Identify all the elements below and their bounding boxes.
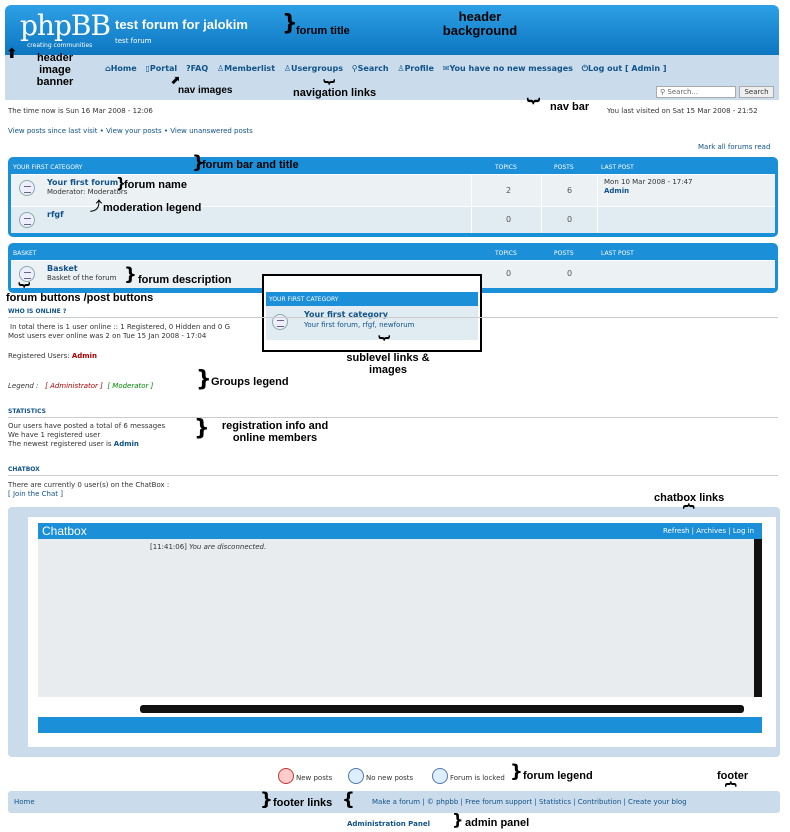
annotation-footer-links: footer links [273, 797, 333, 809]
annotation-moderation-legend: moderation legend [103, 202, 202, 214]
annotation-header-banner: header image banner [36, 52, 74, 89]
forum-last-post-user[interactable]: Admin [604, 187, 630, 195]
annotation-brace: } [723, 779, 738, 789]
arrow-up-icon: ⬈ [170, 73, 181, 87]
locked-icon [432, 768, 448, 784]
legend-new-posts: New posts [296, 774, 333, 782]
nav-search[interactable]: ⚲Search [351, 64, 389, 73]
divider [471, 175, 472, 206]
time-now: The time now is Sun 16 Mar 2008 - 12:06 [8, 107, 153, 115]
annotation-brace: } [524, 96, 541, 106]
category-header [11, 246, 775, 260]
legend-admin[interactable]: [ Administrator ] [45, 382, 103, 390]
arrow-icon: ⤴ [90, 199, 103, 213]
stats-line1: Our users have posted a total of 6 messages [8, 422, 166, 430]
col-posts: POSTS [554, 164, 574, 171]
footer [8, 791, 780, 813]
category-title[interactable]: BASKET [13, 250, 37, 257]
join-chat-link[interactable]: [ Join the Chat ] [8, 490, 63, 498]
forum-topics: 0 [506, 215, 512, 224]
legend-moderator[interactable]: [ Moderator ] [107, 382, 154, 390]
annotation-brace: } [124, 264, 137, 285]
forum-name[interactable]: Your first forum [47, 178, 119, 187]
legend-locked: Forum is locked [450, 774, 505, 782]
annotation-brace: } [282, 11, 298, 36]
nav-memberlist[interactable]: ♙Memberlist [216, 64, 276, 73]
last-visit: You last visited on Sat 15 Mar 2008 - 21:52 [607, 107, 758, 115]
sublevel-links[interactable]: Your first forum, rfgf, newforum [304, 321, 415, 329]
chat-count: There are currently 0 user(s) on the ChatBox : [8, 481, 170, 489]
annotation-header-background: header background [442, 9, 518, 39]
nav-usergroups[interactable]: ♙Usergroups [283, 64, 343, 73]
annotation-brace: } [192, 152, 205, 173]
annotation-forum-bar: forum bar and title [202, 159, 299, 171]
forum-status-icon [19, 180, 35, 196]
site-subtitle: test forum [115, 37, 152, 45]
forum-posts: 6 [567, 186, 573, 195]
annotation-forum-name: forum name [124, 179, 187, 191]
annotation-forum-description: forum description [138, 274, 232, 286]
forum-name[interactable]: rfgf [47, 210, 64, 219]
online-line2: Most users ever online was 2 on Tue 15 Jan 2008 - 17:04 [8, 332, 207, 340]
groups-legend: Legend : [ Administrator ] [ Moderator ] [8, 382, 154, 390]
popup-category-title[interactable]: Your first category [304, 310, 388, 319]
col-last-post: LAST POST [601, 250, 634, 257]
annotation-forum-title: forum title [296, 25, 350, 37]
col-last-post: LAST POST [601, 164, 634, 171]
annotation-brace: } [17, 280, 32, 290]
forum-topics: 2 [506, 186, 512, 195]
forum-name[interactable]: Basket [47, 264, 78, 273]
annotation-brace: } [196, 367, 212, 392]
nav-profile[interactable]: ♙Profile [397, 64, 434, 73]
chatbox-links[interactable]: Refresh | Archives | Log in [663, 527, 754, 535]
annotation-brace: } [681, 501, 696, 511]
chatbox-title: CHATBOX [8, 466, 778, 476]
navigation-links [105, 64, 673, 74]
quick-links[interactable]: View posts since last visit • View your posts • View unanswered posts [8, 127, 253, 135]
col-topics: TOPICS [495, 250, 517, 257]
annotation-footer: footer [717, 770, 749, 782]
popup-category-header: YOUR FIRST CATEGORY [266, 292, 478, 306]
annotation-brace: } [116, 176, 126, 192]
chat-message: [11:41:06] You are disconnected. [150, 543, 267, 551]
search-input[interactable]: ⚲ Search... [656, 86, 736, 98]
annotation-sublevel-links: sublevel links & images [346, 352, 430, 377]
newest-user-link[interactable]: Admin [113, 440, 139, 448]
chatbox-header [38, 523, 762, 539]
annotation-brace: } [322, 77, 337, 87]
chatbox-title-text: Chatbox [42, 524, 87, 538]
forum-posts: 0 [567, 215, 573, 224]
forum-status-icon [19, 212, 35, 228]
annotation-forum-legend: forum legend [523, 770, 593, 782]
arrow-up-icon: ⬆ [6, 46, 18, 62]
forum-topics: 0 [506, 269, 512, 278]
forum-description: Basket of the forum [47, 274, 117, 282]
search-icon: ⚲ [660, 88, 666, 96]
no-new-posts-icon [348, 768, 364, 784]
category-header [11, 160, 775, 174]
col-posts: POSTS [554, 250, 574, 257]
nav-home[interactable]: ⌂Home [105, 64, 137, 73]
logo-tagline: creating communities [27, 42, 93, 49]
forum-status-icon [19, 266, 35, 282]
registered-user-link[interactable]: Admin [71, 352, 97, 360]
annotation-navigation-links: navigation links [293, 87, 377, 99]
annotation-groups-legend: Groups legend [211, 376, 289, 388]
annotation-brace: } [510, 761, 523, 782]
forum-moderators: Moderator: Moderators [47, 188, 128, 196]
divider [541, 207, 542, 233]
chat-input-bar[interactable] [38, 717, 762, 733]
annotation-chatbox-links: chatbox links [654, 492, 725, 504]
nav-faq[interactable]: ?FAQ [185, 64, 209, 73]
footer-links[interactable]: Make a forum | © phpbb | Free forum support | Statistics | Contribution | Create your blog [372, 798, 687, 806]
col-topics: TOPICS [495, 164, 517, 171]
header-background [5, 5, 779, 55]
chat-scrollbar-vertical[interactable] [754, 539, 762, 697]
divider [541, 175, 542, 206]
divider [471, 207, 472, 233]
stats-title: STATISTICS [8, 408, 778, 418]
chatbox-frame [28, 517, 776, 747]
annotation-brace: } [194, 416, 210, 441]
annotation-brace: { [342, 789, 355, 810]
chat-messages [38, 539, 762, 697]
new-posts-icon [278, 768, 294, 784]
online-title[interactable]: WHO IS ONLINE ? [8, 308, 778, 318]
footer-home-link[interactable]: Home [14, 798, 35, 806]
mark-all-read-link[interactable]: Mark all forums read [698, 143, 771, 151]
annotation-nav-bar: nav bar [550, 101, 590, 113]
admin-panel-link[interactable]: Administration Panel [347, 820, 430, 828]
forum-last-post-date: Mon 10 Mar 2008 - 17:47 [604, 178, 693, 186]
nav-logout[interactable]: ⏻Log out [ Admin ] [581, 64, 667, 73]
annotation-brace: } [452, 810, 464, 829]
annotation-nav-images: nav images [178, 85, 233, 96]
nav-messages[interactable]: ✉You have no new messages [442, 64, 573, 73]
forum-posts: 0 [567, 269, 573, 278]
category-title[interactable]: YOUR FIRST CATEGORY [13, 164, 83, 171]
annotation-brace: } [260, 789, 273, 810]
registered-users: Registered Users: Admin [8, 352, 97, 360]
divider [597, 207, 598, 233]
chat-scrollbar-horizontal[interactable] [140, 705, 744, 713]
nav-bar [5, 55, 779, 100]
site-logo[interactable]: phpBB [20, 9, 111, 42]
annotation-forum-buttons: forum buttons /post buttons [6, 292, 154, 304]
annotation-registration-info: registration info and online members [221, 420, 329, 445]
online-line1: In total there is 1 user online :: 1 Registered, 0 Hidden and 0 G [10, 323, 230, 331]
stats-line3: The newest registered user is Admin [8, 440, 139, 448]
chatbox-container [8, 507, 780, 757]
annotation-brace: } [377, 333, 392, 343]
nav-portal[interactable]: ▯Portal [145, 64, 178, 73]
divider [597, 175, 598, 206]
legend-no-new-posts: No new posts [366, 774, 414, 782]
stats-line2: We have 1 registered user [8, 431, 101, 439]
site-title: test forum for jalokim [115, 17, 248, 32]
category-table [8, 157, 778, 237]
search-button[interactable]: Search [739, 86, 774, 98]
annotation-admin-panel: admin panel [465, 817, 530, 829]
